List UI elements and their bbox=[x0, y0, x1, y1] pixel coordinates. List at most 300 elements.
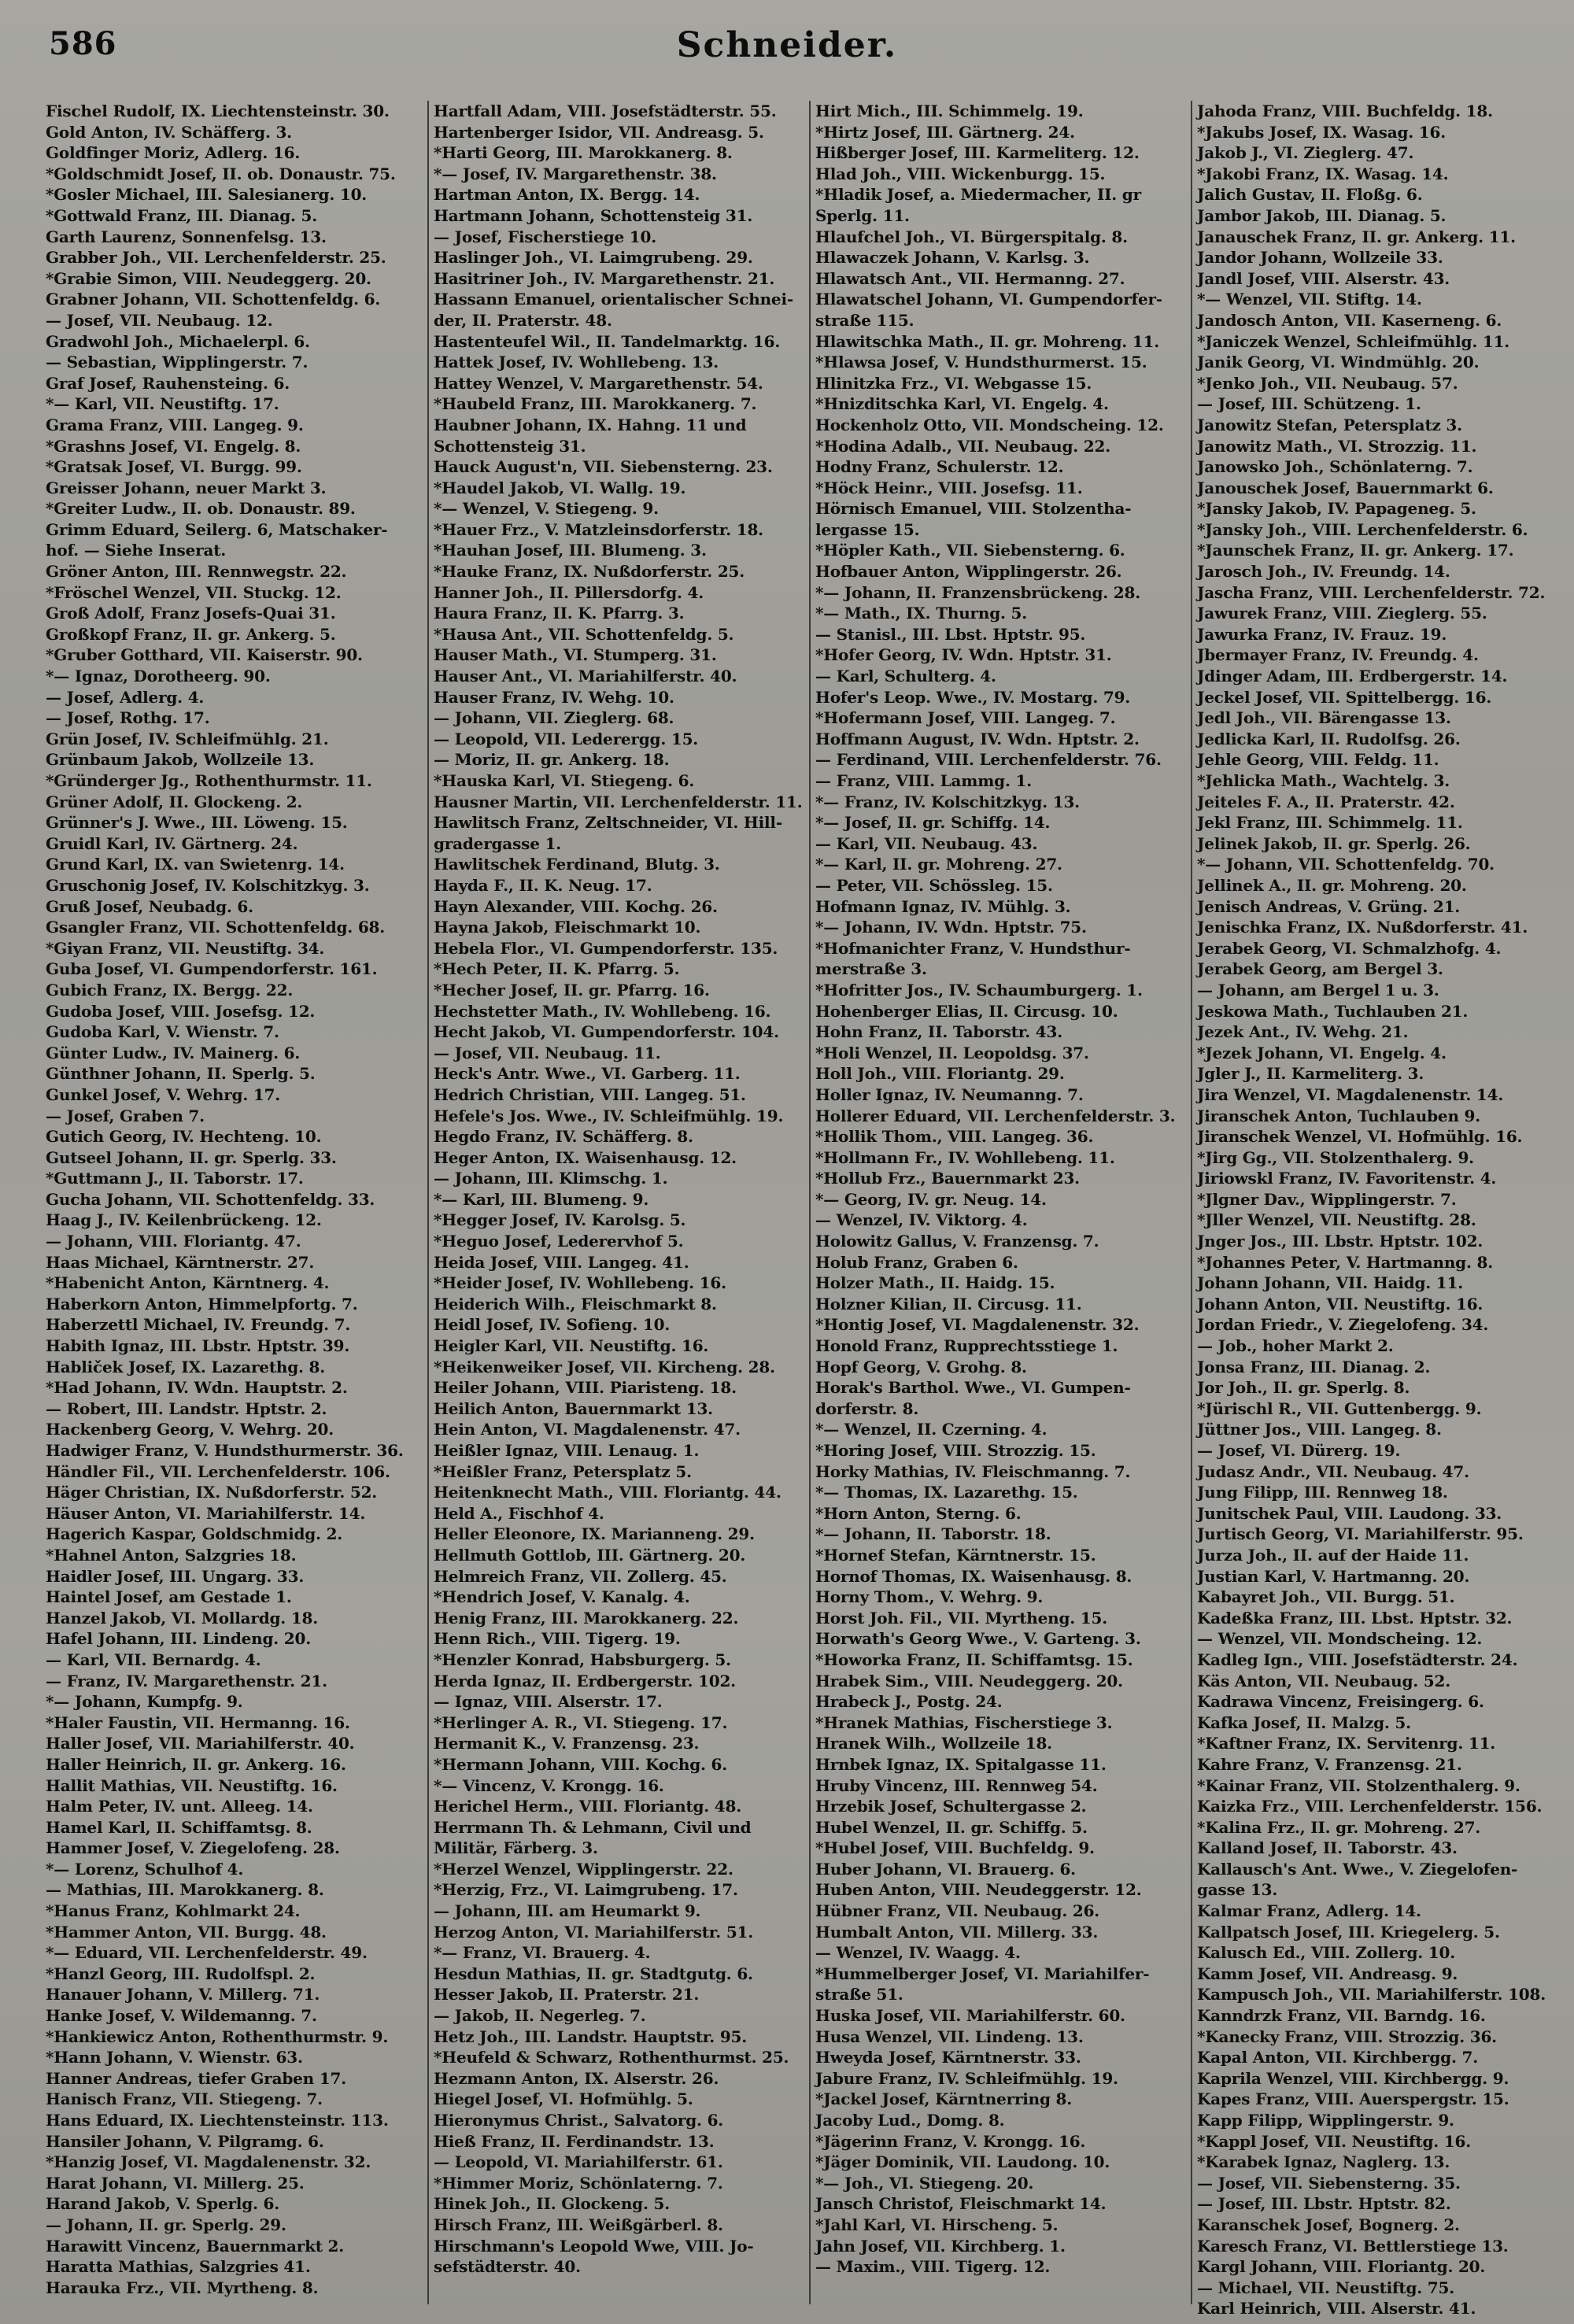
directory-entry: — Franz, VIII. Lammg. 1. bbox=[815, 771, 1032, 790]
directory-entry: Henn Rich., VIII. Tigerg. 19. bbox=[434, 1629, 681, 1649]
directory-entry: *Hanzig Josef, VI. Magdalenenstr. 32. bbox=[46, 2152, 371, 2172]
directory-entry: Günter Ludw., IV. Mainerg. 6. bbox=[46, 1043, 301, 1062]
directory-entry: Habith Ignaz, III. Lbstr. Hptstr. 39. bbox=[46, 1336, 350, 1356]
directory-entry: Hirschmann's Leopold Wwe, VIII. Jo- bbox=[434, 2236, 754, 2256]
directory-entry: *Hummelberger Josef, VI. Mariahilfer- bbox=[815, 1964, 1150, 1983]
directory-entry: Hauser Franz, IV. Wehg. 10. bbox=[434, 687, 674, 707]
directory-entry: Karanschek Josef, Bognerg. 2. bbox=[1197, 2215, 1460, 2234]
directory-entry: — Maxim., VIII. Tigerg. 12. bbox=[815, 2257, 1051, 2277]
directory-entry: *— Joh., VI. Stiegeng. 20. bbox=[815, 2173, 1034, 2193]
directory-entry: Kallausch's Ant. Wwe., V. Ziegelofen- bbox=[1197, 1859, 1518, 1879]
directory-entry: *Höck Heinr., VIII. Josefsg. 11. bbox=[815, 478, 1083, 497]
directory-entry: *Jackel Josef, Kärntnerring 8. bbox=[815, 2089, 1073, 2109]
directory-entry: Grund Karl, IX. van Swietenrg. 14. bbox=[46, 855, 345, 874]
directory-entry: Kadeßka Franz, III. Lbst. Hptstr. 32. bbox=[1197, 1608, 1513, 1628]
directory-entry: Haslinger Joh., VI. Laimgrubeng. 29. bbox=[434, 248, 753, 268]
directory-entry: Hofbauer Anton, Wipplingerstr. 26. bbox=[815, 562, 1122, 582]
directory-entry: *Hollub Frz., Bauernmarkt 23. bbox=[815, 1169, 1080, 1188]
directory-entry: *Hlawsa Josef, V. Hundsthurmerst. 15. bbox=[815, 353, 1147, 372]
directory-entry: Haberkorn Anton, Himmelpfortg. 7. bbox=[46, 1294, 358, 1313]
directory-entry: Hayda F., II. K. Neug. 17. bbox=[434, 875, 652, 895]
directory-entry: Gröner Anton, III. Rennwegstr. 22. bbox=[46, 562, 347, 582]
directory-entry: Hattey Wenzel, V. Margarethenstr. 54. bbox=[434, 373, 763, 393]
directory-entry: Herrmann Th. & Lehmann, Civil und bbox=[434, 1817, 752, 1837]
directory-entry: Jezek Ant., IV. Wehg. 21. bbox=[1197, 1022, 1409, 1042]
directory-entry: Jahn Josef, VII. Kirchberg. 1. bbox=[815, 2236, 1066, 2256]
directory-entry: Haidler Josef, III. Ungarg. 33. bbox=[46, 1566, 305, 1586]
directory-entry: Kamm Josef, VII. Andreasg. 9. bbox=[1197, 1964, 1458, 1983]
directory-entry: Husa Wenzel, VII. Lindeng. 13. bbox=[815, 2027, 1084, 2046]
directory-entry: *Horn Anton, Sterng. 6. bbox=[815, 1503, 1022, 1523]
directory-entry: Helmreich Franz, VII. Zollerg. 45. bbox=[434, 1566, 727, 1586]
directory-entry: Jiranschek Anton, Tuchlauben 9. bbox=[1197, 1106, 1481, 1125]
directory-entry: Großkopf Franz, II. gr. Ankerg. 5. bbox=[46, 624, 336, 644]
directory-entry: Jalich Gustav, II. Floßg. 6. bbox=[1197, 185, 1423, 205]
directory-entry: Jeiteles F. A., II. Praterstr. 42. bbox=[1197, 792, 1455, 811]
directory-entry: *— Wenzel, V. Stiegeng. 9. bbox=[434, 499, 659, 519]
directory-entry: Gutich Georg, IV. Hechteng. 10. bbox=[46, 1127, 322, 1147]
directory-entry: — Leopold, VI. Mariahilferstr. 61. bbox=[434, 2152, 723, 2172]
directory-entry: straße 115. bbox=[815, 310, 914, 330]
directory-entry: Hanner Andreas, tiefer Graben 17. bbox=[46, 2068, 346, 2088]
directory-entry: *Jakubs Josef, IX. Wasag. 16. bbox=[1197, 122, 1446, 142]
directory-entry: *Haler Faustin, VII. Hermanng. 16. bbox=[46, 1713, 350, 1732]
directory-entry: Harauka Frz., VII. Myrtheng. 8. bbox=[46, 2278, 319, 2297]
directory-entry: *Johannes Peter, V. Hartmanng. 8. bbox=[1197, 1252, 1493, 1272]
directory-entry: *Himmer Moriz, Schönlaterng. 7. bbox=[434, 2173, 723, 2193]
directory-entry: Grama Franz, VIII. Langeg. 9. bbox=[46, 415, 304, 434]
directory-entry: Harand Jakob, V. Sperlg. 6. bbox=[46, 2194, 279, 2214]
directory-entry: Kalland Josef, II. Taborstr. 43. bbox=[1197, 1838, 1458, 1858]
directory-entry: Hlawatsch Ant., VII. Hermanng. 27. bbox=[815, 268, 1125, 288]
directory-entry: *Grashns Josef, VI. Engelg. 8. bbox=[46, 436, 301, 456]
directory-entry: Jnger Jos., III. Lbstr. Hptstr. 102. bbox=[1197, 1232, 1483, 1251]
directory-entry: Jandosch Anton, VII. Kaserneng. 6. bbox=[1197, 310, 1502, 330]
directory-entry: Jandor Johann, Wollzeile 33. bbox=[1197, 248, 1443, 268]
directory-entry: *— Johann, II. Franzensbrückeng. 28. bbox=[815, 582, 1141, 602]
column-3 bbox=[809, 101, 1179, 2304]
directory-entry: Haag J., IV. Keilenbrückeng. 12. bbox=[46, 1210, 322, 1230]
directory-entry: hof. — Siehe Inserat. bbox=[46, 541, 227, 560]
directory-entry: Kallpatsch Josef, III. Kriegelerg. 5. bbox=[1197, 1922, 1500, 1942]
directory-entry: *— Johann, Kumpfg. 9. bbox=[46, 1692, 243, 1712]
directory-entry: — Wenzel, IV. Viktorg. 4. bbox=[815, 1210, 1028, 1230]
directory-entry: Horny Thom., V. Wehrg. 9. bbox=[815, 1587, 1044, 1607]
directory-entry: Hopf Georg, V. Grohg. 8. bbox=[815, 1357, 1027, 1376]
directory-entry: Heitenknecht Math., VIII. Floriantg. 44. bbox=[434, 1483, 781, 1502]
directory-entry: Hanauer Johann, V. Millerg. 71. bbox=[46, 1985, 320, 2004]
directory-entry: Kapes Franz, VIII. Auerspergstr. 15. bbox=[1197, 2089, 1509, 2109]
directory-entry: *Guttmann J., II. Taborstr. 17. bbox=[46, 1169, 304, 1188]
directory-entry: — Johann, III. am Heumarkt 9. bbox=[434, 1901, 701, 1921]
directory-entry: Schottensteig 31. bbox=[434, 436, 586, 456]
directory-entry: Janowitz Math., VI. Strozzig. 11. bbox=[1197, 436, 1477, 456]
directory-entry: — Johann, VIII. Floriantg. 47. bbox=[46, 1232, 301, 1251]
directory-entry: — Wenzel, VII. Mondscheing. 12. bbox=[1197, 1629, 1483, 1649]
directory-entry: *Hann Johann, V. Wienstr. 63. bbox=[46, 2048, 303, 2067]
directory-entry: *Jehlicka Math., Wachtelg. 3. bbox=[1197, 771, 1450, 790]
directory-entry: Günthner Johann, II. Sperlg. 5. bbox=[46, 1064, 316, 1084]
directory-entry: Haura Franz, II. K. Pfarrg. 3. bbox=[434, 604, 685, 623]
directory-entry: *Herzel Wenzel, Wipplingerstr. 22. bbox=[434, 1859, 733, 1879]
directory-entry: *Hanus Franz, Kohlmarkt 24. bbox=[46, 1901, 301, 1921]
directory-entry: *Had Johann, IV. Wdn. Hauptstr. 2. bbox=[46, 1378, 348, 1398]
directory-entry: Jabure Franz, IV. Schleifmühlg. 19. bbox=[815, 2068, 1118, 2088]
directory-entry: — Josef, VI. Dürerg. 19. bbox=[1197, 1441, 1401, 1460]
directory-entry: *Jürischl R., VII. Guttenbergg. 9. bbox=[1197, 1398, 1482, 1418]
directory-entry: Hadwiger Franz, V. Hundsthurmerstr. 36. bbox=[46, 1441, 404, 1460]
directory-entry: Jonsa Franz, III. Dianag. 2. bbox=[1197, 1357, 1431, 1376]
directory-entry: *Hauke Franz, IX. Nußdorferstr. 25. bbox=[434, 562, 745, 582]
directory-entry: *Gratsak Josef, VI. Burgg. 99. bbox=[46, 457, 302, 477]
directory-entry: *Kainar Franz, VII. Stolzenthalerg. 9. bbox=[1197, 1775, 1520, 1795]
directory-entry: Kaprila Wenzel, VIII. Kirchbergg. 9. bbox=[1197, 2068, 1509, 2088]
directory-entry: Huska Josef, VII. Mariahilferstr. 60. bbox=[815, 2006, 1125, 2026]
directory-entry: Hlaufchel Joh., VI. Bürgerspitalg. 8. bbox=[815, 227, 1128, 246]
directory-entry: Herzog Anton, VI. Mariahilferstr. 51. bbox=[434, 1922, 754, 1942]
directory-entry: Hauck August'n, VII. Siebensterng. 23. bbox=[434, 457, 773, 477]
directory-entry: Heilich Anton, Bauernmarkt 13. bbox=[434, 1398, 713, 1418]
directory-entry: *Hnizditschka Karl, VI. Engelg. 4. bbox=[815, 394, 1109, 414]
directory-entry: Hrnbek Ignaz, IX. Spitalgasse 11. bbox=[815, 1754, 1107, 1774]
directory-entry: *Jenko Joh., VII. Neubaug. 57. bbox=[1197, 373, 1458, 393]
directory-entry: Heidl Josef, IV. Sofieng. 10. bbox=[434, 1315, 671, 1335]
directory-entry: — Josef, Fischerstiege 10. bbox=[434, 227, 656, 246]
directory-entry: Gubich Franz, IX. Bergg. 22. bbox=[46, 980, 294, 999]
directory-entry: — Josef, VII. Neubaug. 12. bbox=[46, 310, 273, 330]
directory-entry: Jeskowa Math., Tuchlauben 21. bbox=[1197, 1001, 1469, 1021]
directory-entry: Kadleg Ign., VIII. Josefstädterstr. 24. bbox=[1197, 1650, 1518, 1669]
directory-entry: Heiler Johann, VIII. Piaristeng. 18. bbox=[434, 1378, 737, 1398]
directory-entry: Hiegel Josef, VI. Hofmühlg. 5. bbox=[434, 2089, 693, 2109]
directory-entry: Hlad Joh., VIII. Wickenburgg. 15. bbox=[815, 164, 1106, 183]
directory-entry: *Hirtz Josef, III. Gärtnerg. 24. bbox=[815, 122, 1075, 142]
directory-entry: — Franz, IV. Margarethenstr. 21. bbox=[46, 1671, 327, 1690]
directory-entry: Hayn Alexander, VIII. Kochg. 26. bbox=[434, 896, 718, 916]
directory-entry: Gudoba Josef, VIII. Josefsg. 12. bbox=[46, 1001, 316, 1021]
directory-entry: Hlawaczek Johann, V. Karlsg. 3. bbox=[815, 248, 1090, 268]
directory-entry: Gold Anton, IV. Schäfferg. 3. bbox=[46, 122, 292, 142]
column-2 bbox=[427, 101, 803, 2304]
directory-entry: Hirsch Franz, III. Weißgärberl. 8. bbox=[434, 2215, 723, 2234]
directory-entry: Gunkel Josef, V. Wehrg. 17. bbox=[46, 1084, 281, 1104]
directory-entry: gasse 13. bbox=[1197, 1880, 1278, 1900]
directory-entry: — Sebastian, Wipplingerstr. 7. bbox=[46, 353, 309, 372]
directory-entry: Grüner Adolf, II. Glockeng. 2. bbox=[46, 792, 303, 811]
directory-entry: Hallit Mathias, VII. Neustiftg. 16. bbox=[46, 1775, 338, 1795]
directory-entry: *Hontig Josef, VI. Magdalenenstr. 32. bbox=[815, 1315, 1140, 1335]
directory-entry: Gruschonig Josef, IV. Kolschitzkyg. 3. bbox=[46, 875, 370, 895]
directory-entry: Hermanit K., V. Franzensg. 23. bbox=[434, 1734, 700, 1753]
directory-entry: Hauser Ant., VI. Mariahilferstr. 40. bbox=[434, 667, 737, 686]
directory-entry: Haratta Mathias, Salzgries 41. bbox=[46, 2257, 311, 2277]
directory-entry: *Hofermann Josef, VIII. Langeg. 7. bbox=[815, 708, 1116, 728]
directory-entry: Haller Josef, VII. Mariahilferstr. 40. bbox=[46, 1734, 355, 1753]
directory-entry: *Jezek Johann, VI. Engelg. 4. bbox=[1197, 1043, 1447, 1062]
directory-entry: Hanner Joh., II. Pillersdorfg. 4. bbox=[434, 582, 704, 602]
directory-entry: Holub Franz, Graben 6. bbox=[815, 1252, 1018, 1272]
directory-entry: — Josef, Adlerg. 4. bbox=[46, 687, 205, 707]
directory-entry: Hebela Flor., VI. Gumpendorferstr. 135. bbox=[434, 938, 778, 958]
directory-entry: Grabber Joh., VII. Lerchenfelderstr. 25. bbox=[46, 248, 386, 268]
directory-entry: Heida Josef, VIII. Langeg. 41. bbox=[434, 1252, 689, 1272]
directory-entry: Jüttner Jos., VIII. Langeg. 8. bbox=[1197, 1420, 1442, 1439]
directory-entry: Heigler Karl, VII. Neustiftg. 16. bbox=[434, 1336, 709, 1356]
directory-entry: Jekl Franz, III. Schimmelg. 11. bbox=[1197, 813, 1463, 833]
directory-entry: Hanzel Jakob, VI. Mollardg. 18. bbox=[46, 1608, 319, 1628]
directory-entry: *— Franz, IV. Kolschitzkyg. 13. bbox=[815, 792, 1080, 811]
directory-entry: Hammer Josef, V. Ziegelofeng. 28. bbox=[46, 1838, 340, 1858]
directory-entry: Hafel Johann, III. Lindeng. 20. bbox=[46, 1629, 312, 1649]
directory-entry: Grünbaum Jakob, Wollzeile 13. bbox=[46, 750, 315, 770]
directory-entry: der, II. Praterstr. 48. bbox=[434, 310, 612, 330]
directory-entry: Hayna Jakob, Fleischmarkt 10. bbox=[434, 918, 701, 937]
directory-entry: Justian Karl, V. Hartmanng. 20. bbox=[1197, 1566, 1470, 1586]
directory-entry: Hausner Martin, VII. Lerchenfelderstr. 11. bbox=[434, 792, 803, 811]
directory-entry: *Gruber Gotthard, VII. Kaiserstr. 90. bbox=[46, 645, 363, 665]
directory-entry: *Haubeld Franz, III. Marokkanerg. 7. bbox=[434, 394, 757, 414]
directory-entry: Hrabeck J., Postg. 24. bbox=[815, 1692, 1003, 1712]
directory-entry: Hesdun Mathias, II. gr. Stadtgutg. 6. bbox=[434, 1964, 753, 1983]
directory-entry: Hamel Karl, II. Schiffamtsg. 8. bbox=[46, 1817, 312, 1837]
directory-entry: Käs Anton, VII. Neubaug. 52. bbox=[1197, 1671, 1450, 1690]
directory-entry: Hackenberg Georg, V. Wehrg. 20. bbox=[46, 1420, 334, 1439]
directory-entry: — Josef, VII. Siebensterng. 35. bbox=[1197, 2173, 1461, 2193]
directory-entry: *Herzig, Frz., VI. Laimgrubeng. 17. bbox=[434, 1880, 738, 1900]
directory-entry: Häuser Anton, VI. Mariahilferstr. 14. bbox=[46, 1503, 366, 1523]
directory-entry: Jawurek Franz, VIII. Zieglerg. 55. bbox=[1197, 604, 1487, 623]
directory-entry: — Leopold, VII. Lederergg. 15. bbox=[434, 729, 699, 748]
directory-entry: Huben Anton, VIII. Neudeggerstr. 12. bbox=[815, 1880, 1142, 1900]
directory-entry: Holowitz Gallus, V. Franzensg. 7. bbox=[815, 1232, 1099, 1251]
directory-entry: Jedlicka Karl, II. Rudolfsg. 26. bbox=[1197, 729, 1461, 748]
directory-entry: *Jakobi Franz, IX. Wasag. 14. bbox=[1197, 164, 1449, 183]
directory-entry: Heger Anton, IX. Waisenhausg. 12. bbox=[434, 1147, 737, 1167]
directory-entry: Hofmann Ignaz, IV. Mühlg. 3. bbox=[815, 896, 1071, 916]
directory-entry: *— Lorenz, Schulhof 4. bbox=[46, 1859, 244, 1879]
directory-entry: *Hofer Georg, IV. Wdn. Hptstr. 31. bbox=[815, 645, 1112, 665]
directory-entry: Horak's Barthol. Wwe., VI. Gumpen- bbox=[815, 1378, 1131, 1398]
directory-entry: lergasse 15. bbox=[815, 519, 920, 539]
directory-entry: *Karabek Ignaz, Naglerg. 13. bbox=[1197, 2152, 1450, 2172]
directory-entry: *Holi Wenzel, II. Leopoldsg. 37. bbox=[815, 1043, 1089, 1062]
directory-entry: Jarosch Joh., IV. Freundg. 14. bbox=[1197, 562, 1450, 582]
directory-entry: Hassann Emanuel, orientalischer Schnei- bbox=[434, 290, 793, 309]
directory-entry: *— Franz, VI. Brauerg. 4. bbox=[434, 1943, 651, 1963]
directory-entry: *— Vincenz, V. Krongg. 16. bbox=[434, 1775, 664, 1795]
directory-entry: *Jirg Gg., VII. Stolzenthalerg. 9. bbox=[1197, 1147, 1474, 1167]
directory-entry: — Stanisl., III. Lbst. Hptstr. 95. bbox=[815, 624, 1086, 644]
directory-entry: Hrabek Sim., VIII. Neudeggerg. 20. bbox=[815, 1671, 1123, 1690]
directory-entry: — Karl, VII. Neubaug. 43. bbox=[815, 833, 1038, 853]
directory-entry: Held A., Fischhof 4. bbox=[434, 1503, 604, 1523]
directory-entry: *— Thomas, IX. Lazarethg. 15. bbox=[815, 1483, 1078, 1502]
directory-entry: *Jansky Joh., VIII. Lerchenfelderstr. 6. bbox=[1197, 519, 1528, 539]
directory-entry: *— Eduard, VII. Lerchenfelderstr. 49. bbox=[46, 1943, 368, 1963]
directory-entry: Kalusch Ed., VIII. Zollerg. 10. bbox=[1197, 1943, 1455, 1963]
directory-entry: Gsangler Franz, VII. Schottenfeldg. 68. bbox=[46, 918, 386, 937]
directory-entry: Kampusch Joh., VII. Mariahilferstr. 108. bbox=[1197, 1985, 1546, 2004]
directory-entry: Garth Laurenz, Sonnenfelsg. 13. bbox=[46, 227, 327, 246]
directory-entry: Holler Ignaz, IV. Neumanng. 7. bbox=[815, 1084, 1084, 1104]
directory-entry: Holl Joh., VIII. Floriantg. 29. bbox=[815, 1064, 1065, 1084]
directory-entry: Grün Josef, IV. Schleifmühlg. 21. bbox=[46, 729, 329, 748]
directory-entry: *— Wenzel, VII. Stiftg. 14. bbox=[1197, 290, 1422, 309]
directory-entry: Janauschek Franz, II. gr. Ankerg. 11. bbox=[1197, 227, 1516, 246]
directory-entry: *Hofritter Jos., IV. Schaumburgerg. 1. bbox=[815, 980, 1143, 999]
directory-entry: Hecht Jakob, VI. Gumpendorferstr. 104. bbox=[434, 1022, 779, 1042]
directory-entry: *Hausa Ant., VII. Schottenfeldg. 5. bbox=[434, 624, 734, 644]
directory-entry: *Hech Peter, II. K. Pfarrg. 5. bbox=[434, 959, 680, 979]
directory-entry: Horst Joh. Fil., VII. Myrtheng. 15. bbox=[815, 1608, 1107, 1628]
directory-entry: *Hofmanichter Franz, V. Hundsthur- bbox=[815, 938, 1131, 958]
directory-entry: *Henzler Konrad, Habsburgerg. 5. bbox=[434, 1650, 731, 1669]
directory-entry: *Grabie Simon, VIII. Neudeggerg. 20. bbox=[46, 268, 371, 288]
directory-entry: *Höpler Kath., VII. Siebensterng. 6. bbox=[815, 541, 1125, 560]
directory-entry: Herichel Herm., VIII. Floriantg. 48. bbox=[434, 1797, 741, 1816]
directory-entry: *Gottwald Franz, III. Dianag. 5. bbox=[46, 205, 318, 225]
directory-entry: Jenisch Andreas, V. Grüng. 21. bbox=[1197, 896, 1461, 916]
directory-entry: *Hankiewicz Anton, Rothenthurmstr. 9. bbox=[46, 2027, 389, 2046]
running-title: Schneider. bbox=[676, 25, 898, 65]
directory-entry: Jascha Franz, VIII. Lerchenfelderstr. 72. bbox=[1197, 582, 1546, 602]
directory-entry: *Jahl Karl, VI. Hirscheng. 5. bbox=[815, 2215, 1059, 2234]
directory-entry: dorferstr. 8. bbox=[815, 1398, 919, 1418]
directory-entry: Hetz Joh., III. Landstr. Hauptstr. 95. bbox=[434, 2027, 748, 2046]
directory-entry: *— Karl, III. Blumeng. 9. bbox=[434, 1189, 649, 1209]
directory-entry: Hasitriner Joh., IV. Margarethenstr. 21. bbox=[434, 268, 775, 288]
directory-entry: Jurtisch Georg, VI. Mariahilferstr. 95. bbox=[1197, 1524, 1524, 1544]
directory-entry: *Heikenweiker Josef, VII. Kircheng. 28. bbox=[434, 1357, 775, 1376]
directory-entry: Häger Christian, IX. Nußdorferstr. 52. bbox=[46, 1483, 378, 1502]
directory-entry: *Fröschel Wenzel, VII. Stuckg. 12. bbox=[46, 582, 342, 602]
directory-entry: Jurza Joh., II. auf der Haide 11. bbox=[1197, 1545, 1469, 1565]
directory-entry: Hrzebik Josef, Schultergasse 2. bbox=[815, 1797, 1087, 1816]
directory-entry: Kaizka Frz., VIII. Lerchenfelderstr. 156. bbox=[1197, 1797, 1543, 1816]
directory-entry: Gucha Johann, VII. Schottenfeldg. 33. bbox=[46, 1189, 375, 1209]
directory-entry: *Hendrich Josef, V. Kanalg. 4. bbox=[434, 1587, 690, 1607]
directory-entry: Händler Fil., VII. Lerchenfelderstr. 106. bbox=[46, 1461, 390, 1481]
directory-entry: *Hornef Stefan, Kärntnerstr. 15. bbox=[815, 1545, 1096, 1565]
directory-entry: Jbermayer Franz, IV. Freundg. 4. bbox=[1197, 645, 1479, 665]
directory-entry: — Karl, VII. Bernardg. 4. bbox=[46, 1650, 261, 1669]
directory-entry: Kanndrzk Franz, VII. Barndg. 16. bbox=[1197, 2006, 1486, 2026]
directory-entry: *— Josef, II. gr. Schiffg. 14. bbox=[815, 813, 1051, 833]
directory-entry: Hranek Wilh., Wollzeile 18. bbox=[815, 1734, 1052, 1753]
directory-entry: — Job., hoher Markt 2. bbox=[1197, 1336, 1394, 1356]
directory-entry: Hieß Franz, II. Ferdinandstr. 13. bbox=[434, 2131, 715, 2151]
directory-entry: Hollerer Eduard, VII. Lerchenfelderstr. 3. bbox=[815, 1106, 1176, 1125]
directory-entry: — Wenzel, IV. Waagg. 4. bbox=[815, 1943, 1021, 1963]
directory-entry: Heiderich Wilh., Fleischmarkt 8. bbox=[434, 1294, 717, 1313]
directory-entry: Jawurka Franz, IV. Frauz. 19. bbox=[1197, 624, 1447, 644]
directory-entry: Gradwohl Joh., Michaelerpl. 6. bbox=[46, 331, 310, 351]
directory-entry: Halm Peter, IV. unt. Alleeg. 14. bbox=[46, 1797, 313, 1816]
directory-entry: Judasz Andr., VII. Neubaug. 47. bbox=[1197, 1461, 1469, 1481]
directory-entry: Haas Michael, Kärntnerstr. 27. bbox=[46, 1252, 315, 1272]
directory-entry: *Hladik Josef, a. Miedermacher, II. gr bbox=[815, 185, 1141, 205]
directory-entry: *Hammer Anton, VII. Burgg. 48. bbox=[46, 1922, 327, 1942]
directory-entry: Jacoby Lud., Domg. 8. bbox=[815, 2111, 1005, 2130]
directory-entry: Jor Joh., II. gr. Sperlg. 8. bbox=[1197, 1378, 1410, 1398]
directory-entry: Hauser Math., VI. Stumperg. 31. bbox=[434, 645, 717, 665]
directory-entry: Karl Heinrich, VIII. Alserstr. 41. bbox=[1197, 2299, 1476, 2318]
directory-entry: Hornof Thomas, IX. Waisenhausg. 8. bbox=[815, 1566, 1132, 1586]
directory-entry: *Hranek Mathias, Fischerstiege 3. bbox=[815, 1713, 1113, 1732]
directory-entry: *Heufeld & Schwarz, Rothenthurmst. 25. bbox=[434, 2048, 789, 2067]
directory-entry: Jandl Josef, VIII. Alserstr. 43. bbox=[1197, 268, 1450, 288]
directory-entry: Groß Adolf, Franz Josefs-Quai 31. bbox=[46, 604, 336, 623]
directory-entry: Hein Anton, VI. Magdalenenstr. 47. bbox=[434, 1420, 741, 1439]
directory-entry: — Karl, Schulterg. 4. bbox=[815, 667, 996, 686]
directory-entry: *Greiter Ludw., II. ob. Donaustr. 89. bbox=[46, 499, 356, 519]
directory-entry: *Janiczek Wenzel, Schleifmühlg. 11. bbox=[1197, 331, 1510, 351]
directory-entry: — Jakob, II. Negerleg. 7. bbox=[434, 2006, 646, 2026]
directory-entry: Hinek Joh., II. Glockeng. 5. bbox=[434, 2194, 670, 2214]
directory-entry: Sperlg. 11. bbox=[815, 205, 910, 225]
directory-entry: Harat Johann, VI. Millerg. 25. bbox=[46, 2173, 305, 2193]
directory-entry: Holzer Math., II. Haidg. 15. bbox=[815, 1273, 1055, 1293]
directory-entry: — Johann, II. gr. Sperlg. 29. bbox=[46, 2215, 286, 2234]
directory-entry: Hesser Jakob, II. Praterstr. 21. bbox=[434, 1985, 700, 2004]
directory-entry: Jerabek Georg, am Bergel 3. bbox=[1197, 959, 1443, 979]
directory-entry: Kalmar Franz, Adlerg. 14. bbox=[1197, 1901, 1421, 1921]
directory-entry: Guba Josef, VI. Gumpendorferstr. 161. bbox=[46, 959, 378, 979]
directory-entry: Hörnisch Emanuel, VIII. Stolzentha- bbox=[815, 499, 1132, 519]
directory-entry: *Harti Georg, III. Marokkanerg. 8. bbox=[434, 143, 733, 163]
directory-entry: Hoffmann August, IV. Wdn. Hptstr. 2. bbox=[815, 729, 1140, 748]
directory-entry: *— Ignaz, Dorotheerg. 90. bbox=[46, 667, 271, 686]
directory-entry: Heller Eleonore, IX. Marianneng. 29. bbox=[434, 1524, 755, 1544]
directory-entry: Haller Heinrich, II. gr. Ankerg. 16. bbox=[46, 1754, 346, 1774]
directory-entry: *Hauska Karl, VI. Stiegeng. 6. bbox=[434, 771, 695, 790]
directory-entry: *Herlinger A. R., VI. Stiegeng. 17. bbox=[434, 1713, 728, 1732]
page-header bbox=[0, 16, 1574, 71]
directory-entry: *— Johann, VII. Schottenfeldg. 70. bbox=[1197, 855, 1495, 874]
directory-entry: Johann Anton, VII. Neustiftg. 16. bbox=[1197, 1294, 1483, 1313]
directory-entry: Hweyda Josef, Kärntnerstr. 33. bbox=[815, 2048, 1081, 2067]
directory-entry: Jansch Christof, Fleischmarkt 14. bbox=[815, 2194, 1107, 2214]
directory-entry: Kabayret Joh., VII. Burgg. 51. bbox=[1197, 1587, 1455, 1607]
directory-entry: *— Georg, IV. gr. Neug. 14. bbox=[815, 1189, 1047, 1209]
directory-entry: Heißler Ignaz, VIII. Lenaug. 1. bbox=[434, 1441, 700, 1460]
directory-entry: Jerabek Georg, VI. Schmalzhofg. 4. bbox=[1197, 938, 1502, 958]
directory-entry: *Howorka Franz, II. Schiffamtsg. 15. bbox=[815, 1650, 1133, 1669]
directory-entry: *— Johann, IV. Wdn. Hptstr. 75. bbox=[815, 918, 1087, 937]
directory-entry: *Jansky Jakob, IV. Papageneg. 5. bbox=[1197, 499, 1476, 519]
directory-entry: — Johann, III. Klimschg. 1. bbox=[434, 1169, 668, 1188]
directory-entry: Habliček Josef, IX. Lazarethg. 8. bbox=[46, 1357, 326, 1376]
directory-entry: — Josef, Rothg. 17. bbox=[46, 708, 210, 728]
directory-entry: *Kalina Frz., II. gr. Mohreng. 27. bbox=[1197, 1817, 1481, 1837]
directory-entry: Hartmann Johann, Schottensteig 31. bbox=[434, 205, 753, 225]
directory-entry: Haintel Josef, am Gestade 1. bbox=[46, 1587, 292, 1607]
directory-entry: *Jlgner Dav., Wipplingerstr. 7. bbox=[1197, 1189, 1457, 1209]
directory-entry: *Hubel Josef, VIII. Buchfeldg. 9. bbox=[815, 1838, 1095, 1858]
directory-entry: *— Karl, VII. Neustiftg. 17. bbox=[46, 394, 279, 414]
directory-entry: Jung Filipp, III. Rennweg 18. bbox=[1197, 1483, 1448, 1502]
directory-entry: Jiranschek Wenzel, VI. Hofmühlg. 16. bbox=[1197, 1127, 1523, 1147]
directory-entry: — Michael, VII. Neustiftg. 75. bbox=[1197, 2278, 1454, 2297]
directory-entry: — Mathias, III. Marokkanerg. 8. bbox=[46, 1880, 324, 1900]
directory-entry: Hartenberger Isidor, VII. Andreasg. 5. bbox=[434, 122, 764, 142]
directory-entry: Hohn Franz, II. Taborstr. 43. bbox=[815, 1022, 1062, 1042]
directory-entry: Horky Mathias, IV. Fleischmanng. 7. bbox=[815, 1461, 1131, 1481]
directory-entry: Humbalt Anton, VII. Millerg. 33. bbox=[815, 1922, 1099, 1942]
directory-entry: Hawlitschek Ferdinand, Blutg. 3. bbox=[434, 855, 720, 874]
directory-entry: *Kanecky Franz, VIII. Strozzig. 36. bbox=[1197, 2027, 1497, 2046]
directory-entry: Janik Georg, VI. Windmühlg. 20. bbox=[1197, 353, 1480, 372]
